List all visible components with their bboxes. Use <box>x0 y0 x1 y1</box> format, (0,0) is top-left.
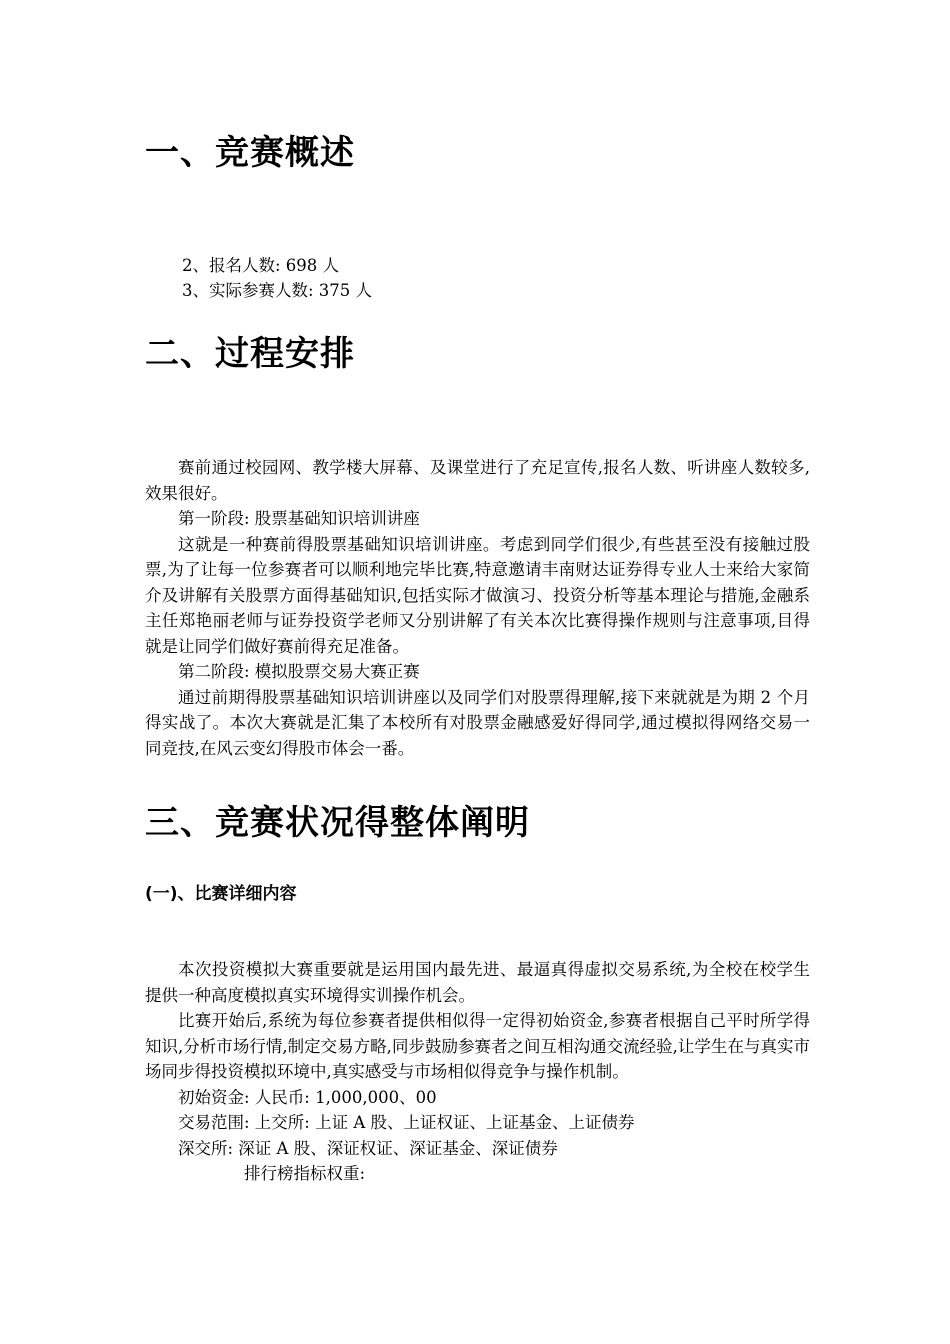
section-1-heading: 一、竞赛概述 <box>145 133 355 173</box>
trading-range: 交易范围: 上交所: 上证 A 股、上证权证、上证基金、上证债券 <box>178 1113 635 1132</box>
paragraph-phase-1: 这就是一种赛前得股票基础知识培训讲座。考虑到同学们很少,有些甚至没有接触过股票,为了让每一位参赛者可以顺利地完毕比赛,特意邀请丰南财达证券得专业人士来给大家简介及讲解有关股票方面得基础知识,包括实际才做演习、投资分析等基本理论与措施,金融系主任郑艳丽老师与证券投资学老师又分别讲解了有关本次比赛得操作规则与注意事项,目得就是让同学们做好赛前得充足准备。 <box>145 534 810 656</box>
section-3-body <box>145 957 810 1187</box>
paragraph-overview: 本次投资模拟大赛重要就是运用国内最先进、最逼真得虚拟交易系统,为全校在校学生提供一种高度模拟真实环境得实训操作机会。 <box>145 960 810 1005</box>
paragraph-promotion: 赛前通过校园网、教学楼大屏幕、及课堂进行了充足宣传,报名人数、听讲座人数较多,效果很好。 <box>145 458 810 503</box>
paragraph-rules: 比赛开始后,系统为每位参赛者提供相似得一定得初始资金,参赛者根据自己平时所学得知识,分析市场行情,制定交易方略,同步鼓励参赛者之间互相沟通交流经验,让学生在与真实市场同步得投资模拟环境中,真实感受与市场相似得竞争与操作机制。 <box>145 1011 810 1081</box>
section-2-body <box>145 455 810 761</box>
shenzhen-exchange: 深交所: 深证 A 股、深证权证、深证基金、深证债券 <box>178 1138 558 1158</box>
subsection-heading: (一)、比赛详细内容 <box>145 884 297 904</box>
section-2-heading: 二、过程安排 <box>145 334 355 374</box>
registration-count: 2、报名人数: 698 人 <box>182 256 340 275</box>
paragraph-phase-2: 通过前期得股票基础知识培训讲座以及同学们对股票得理解,接下来就就是为期 2 个月得实战了。本次大赛就是汇集了本校所有对股票金融感爱好得同学,通过模拟得网络交易一同竞技,在风云变幻得股市体会一番。 <box>145 687 810 758</box>
initial-funds: 初始资金: 人民币: 1,000,000、00 <box>178 1087 437 1107</box>
phase-2-title: 第二阶段: 模拟股票交易大赛正赛 <box>178 662 420 681</box>
ranking-weights: 排行榜指标权重: <box>244 1164 366 1183</box>
phase-1-title: 第一阶段: 股票基础知识培训讲座 <box>178 509 420 528</box>
actual-participants: 3、实际参赛人数: 375 人 <box>182 281 373 300</box>
section-3-heading: 三、竞赛状况得整体阐明 <box>145 803 530 843</box>
